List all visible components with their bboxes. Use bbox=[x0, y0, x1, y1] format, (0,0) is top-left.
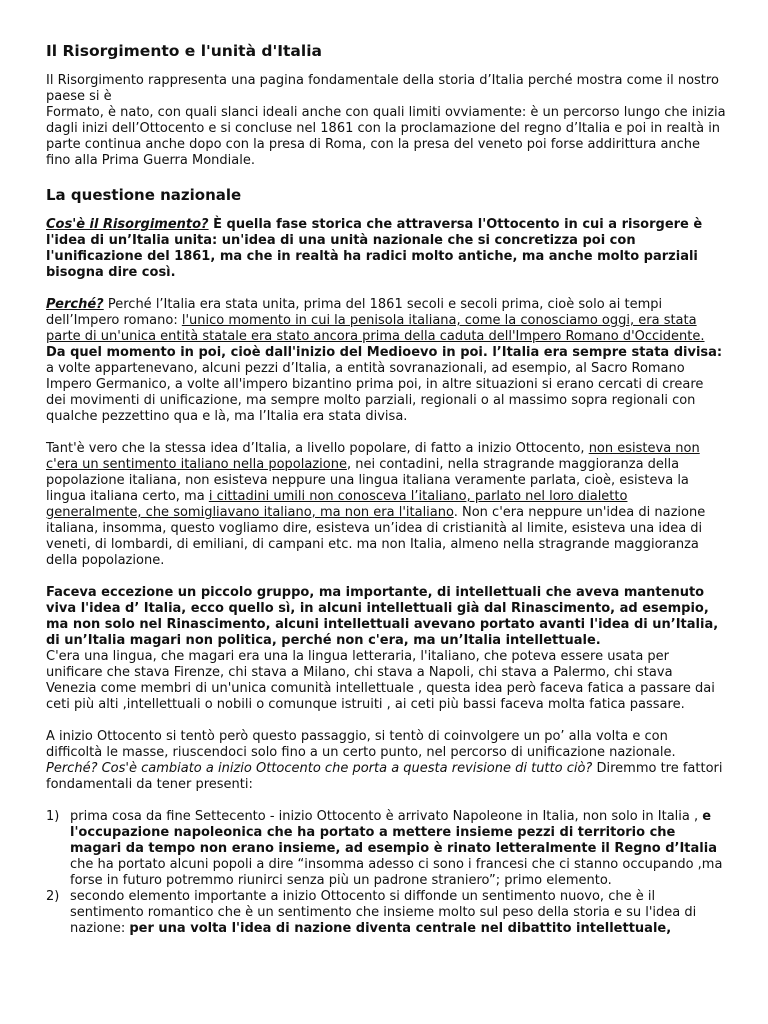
list-item bbox=[46, 809, 726, 889]
bold-text: Da quel momento in poi, cioè dall'inizio del Medioevo in poi. l’Italia era sempre stata divisa: bbox=[46, 345, 723, 360]
text: . Non c'era neppure un'idea di nazione italiana, insomma, questo vogliamo dire, esisteva un’idea di cristianità al limite, esisteva una idea di veneti, di lombardi, di emiliani, di campani etc. ma non Italia, almeno nella stragrande maggioranza della popolazione. bbox=[46, 505, 706, 568]
paragraph-cos-e bbox=[46, 217, 726, 281]
section-heading: La questione nazionale bbox=[46, 186, 242, 204]
bold-text: È quella fase storica che attraversa l'Ottocento in cui a risorgere è l'idea di un’Italia unita: un'idea di una unità nazionale che si concretizza poi con l'unificazione del 1861, ma che in realtà ha radici molto antiche, ma anche molto parziali bisogna dire così. bbox=[46, 217, 703, 280]
document-body bbox=[46, 41, 726, 937]
text: C'era una lingua, che magari era una la lingua letteraria, l'italiano, che poteva essere usata per unificare che stava Firenze, chi stava a Milano, chi stava a Napoli, chi stava a Palermo, chi stava Venezia come membri di un'unica comunità intellettuale , questa idea però faceva fatica a passare dai ceti più alti ,intellettuali o nobili o comunque istruiti , ai ceti più bassi faceva molta fatica passare. bbox=[46, 649, 715, 712]
intro-line-2: Formato, è nato, con quali slanci ideali anche con quali limiti ovviamente: è un percorso lungo che inizia dagli inizi dell’Ottocento e si concluse nel 1861 con la proclamazione del regno d’Italia e poi in realtà in parte continua anche dopo con la presa di Roma, con la presa del veneto poi forse addirittura anche fino alla Prima Guerra Mondiale. bbox=[46, 105, 726, 168]
underlined-text: non esisteva non c'era un sentimento italiano nella popolazione bbox=[46, 441, 700, 472]
text: Tant'è vero che la stessa idea d’Italia, a livello popolare, di fatto a inizio Ottocento, bbox=[46, 441, 589, 456]
text: Perché l’Italia era stata unita, prima del 1861 secoli e secoli prima, cioè solo ai tempi dell’Impero romano: bbox=[46, 297, 663, 328]
factors-list bbox=[46, 809, 726, 937]
intro-paragraph bbox=[46, 73, 726, 169]
text: , nei contadini, nella stragrande maggioranza della popolazione italiana, non esisteva neppure una lingua italiana veramente parlata, cioè, esisteva la lingua italiana certo, ma bbox=[46, 457, 689, 504]
underlined-text: l'unico momento in cui la penisola italiana, come la conosciamo oggi, era stata parte di un'unica entità statale era stato ancora prima della caduta dell'Impero Romano d'Occidente. bbox=[46, 313, 705, 344]
question-label: Cos'è il Risorgimento? bbox=[46, 217, 209, 232]
text: Diremmo tre fattori fondamentali da tener presenti: bbox=[46, 761, 723, 792]
bold-text: Faceva eccezione un piccolo gruppo, ma importante, di intellettuali che aveva mantenuto viva l'idea d’ Italia, ecco quello sì, in alcuni intellettuali già dal Rinascimento, ad esempio, ma non solo nel Rinascimento, alcuni intellettuali avevano portato avanti l'idea di un’Italia, di un’Italia magari non politica, perché non c'era, ma un’Italia intellettuale. bbox=[46, 585, 719, 648]
list-number: 1) bbox=[46, 809, 60, 824]
paragraph-perche bbox=[46, 297, 726, 425]
intro-line-1: Il Risorgimento rappresenta una pagina fondamentale della storia d’Italia perché mostra come il nostro paese si è bbox=[46, 73, 719, 104]
page-title: Il Risorgimento e l'unità d'Italia bbox=[46, 42, 322, 60]
paragraph-idea-italia bbox=[46, 441, 726, 569]
text: secondo elemento importante a inizio Ottocento si diffonde un sentimento nuovo, che è il sentimento romantico che è un sentimento che insieme molto sul peso della storia e su l'idea di nazione: bbox=[70, 889, 697, 936]
paragraph-inizio-ottocento bbox=[46, 729, 726, 793]
list-number: 2) bbox=[46, 889, 60, 904]
text: a volte appartenevano, alcuni pezzi d’Italia, a entità sovranazionali, ad esempio, al Sacro Romano Impero Germanico, a volte all'impero bizantino prima poi, in altre situazioni si erano cercati di creare dei movimenti di unificazione, ma sempre molto parziali, regionali o al massimo sopra regionali con qualche pezzettino qua e là, ma l’Italia era stata divisa. bbox=[46, 361, 704, 424]
paragraph-intellettuali bbox=[46, 585, 726, 713]
list-item bbox=[46, 889, 726, 937]
text: prima cosa da fine Settecento - inizio Ottocento è arrivato Napoleone in Italia, non solo in Italia , bbox=[70, 809, 703, 824]
underlined-text: i cittadini umili non conosceva l’italiano, parlato nel loro dialetto generalmente, che somigliavano italiano, ma non era l'italiano bbox=[46, 489, 628, 520]
text: A inizio Ottocento si tentò però questo passaggio, si tentò di coinvolgere un po’ alla volta e con difficoltà le masse, riuscendoci solo fino a un certo punto, nel percorso di unificazione nazionale. bbox=[46, 729, 676, 760]
question-label: Perché? bbox=[46, 297, 104, 312]
bold-text: e l'occupazione napoleonica che ha portato a mettere insieme pezzi di territorio che magari da tempo non erano insieme, ad esempio è rinato letteralmente il Regno d’Italia bbox=[70, 809, 717, 856]
bold-text: per una volta l'idea di nazione diventa centrale nel dibattito intellettuale, bbox=[129, 921, 672, 936]
text: che ha portato alcuni popoli a dire “insomma adesso ci sono i francesi che ci stanno occupando ,ma forse in futuro potremmo riunirci senza più un padrone straniero”; primo elemento. bbox=[70, 857, 723, 888]
italic-question: Perché? Cos'è cambiato a inizio Ottocento che porta a questa revisione di tutto ciò? bbox=[46, 761, 593, 776]
